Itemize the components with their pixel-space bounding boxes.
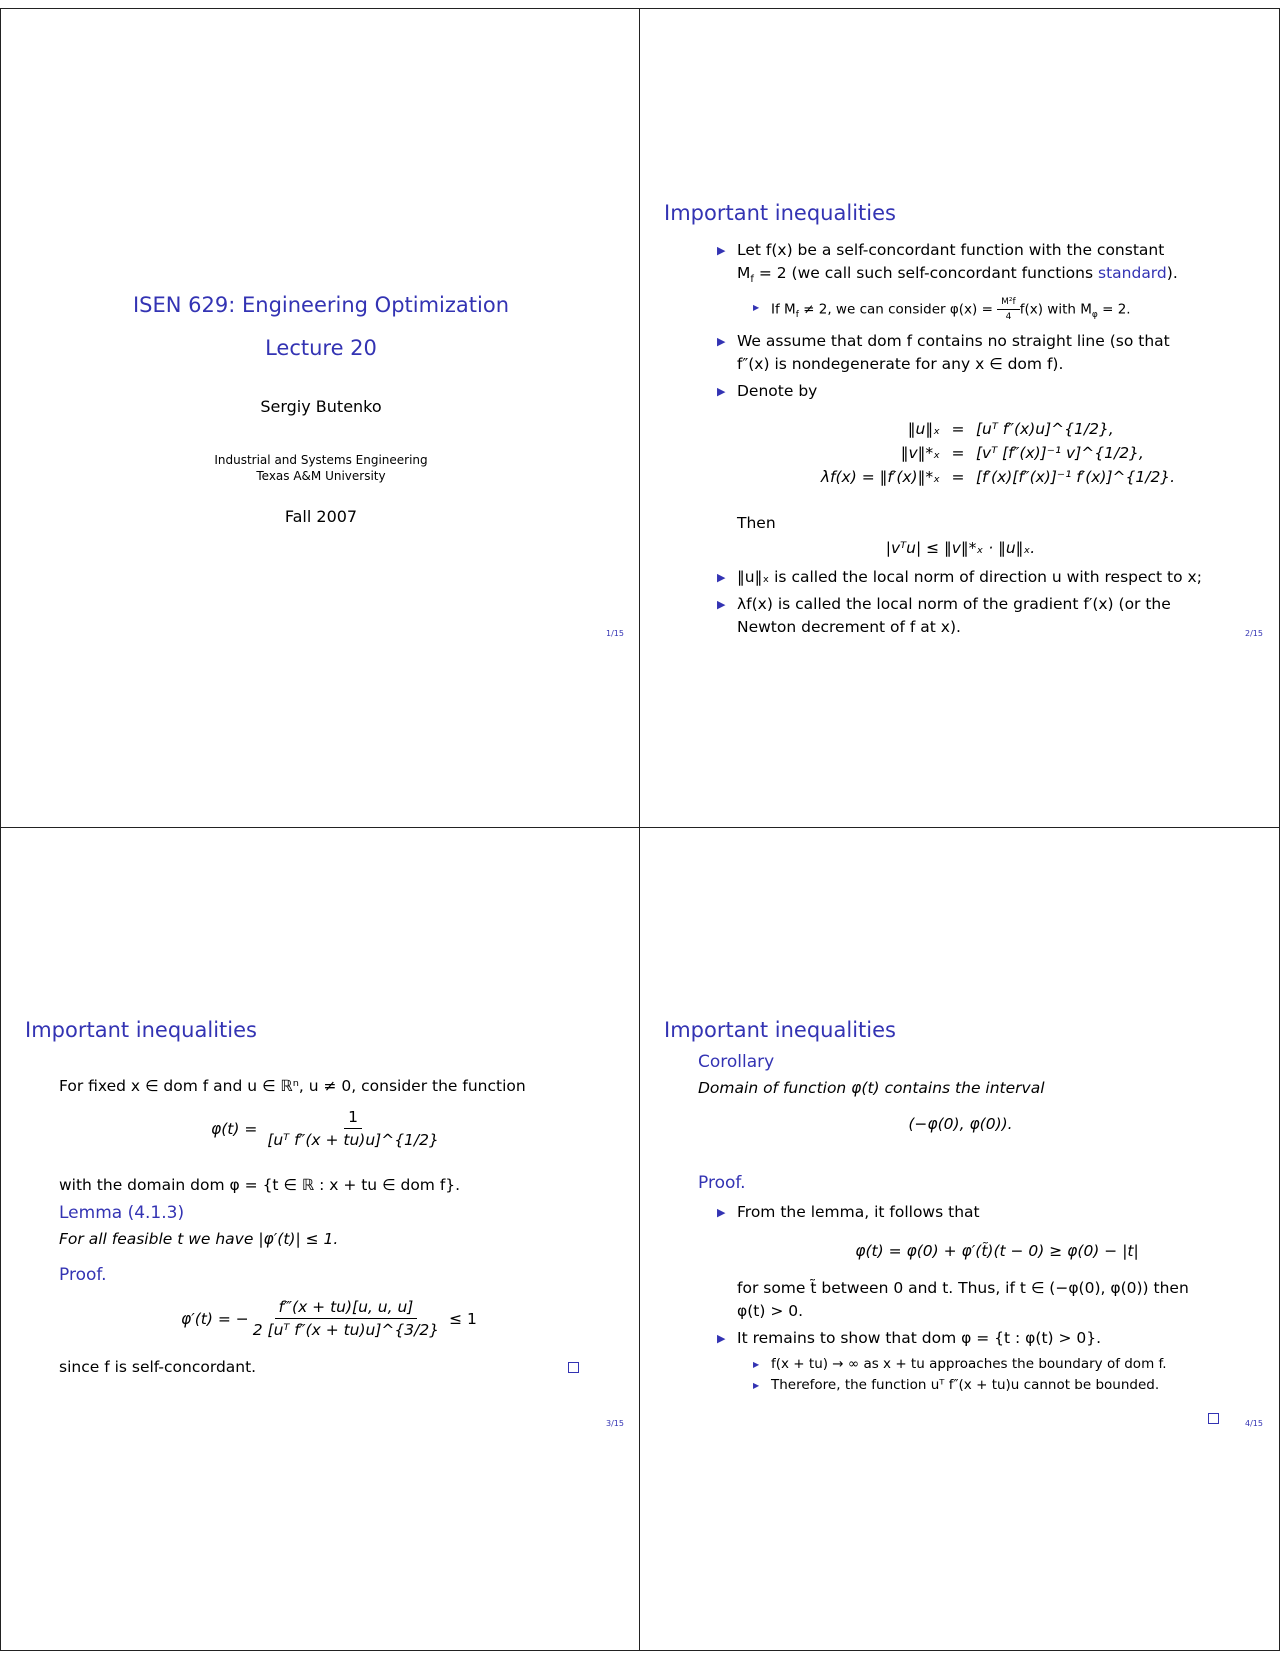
since-text: since f is self-concordant.	[59, 1358, 257, 1376]
interval: (−φ(0), φ(0)).	[908, 1115, 1013, 1133]
sub-bullet: ▶ Therefore, the function uᵀ f″(x + tu)u cannot be bounded.	[753, 1375, 1257, 1396]
bullet-item: ▶ We assume that dom f contains no straight line (so that f″(x) is nondegenerate for any x ∈ dom f).	[717, 330, 1257, 376]
slide-2	[639, 8, 1280, 828]
author: Sergiy Butenko	[260, 397, 382, 416]
slide-3	[0, 827, 640, 1651]
department: Industrial and Systems Engineering	[214, 453, 428, 467]
derivative-bound: φ′(t) = − $\frac{f‴(x + tu)[u, u, u]}{\text{2 [uᵀ f″(x + tu)u]\textasciicircum{}\{3/2\}}}$ ≤ 1	[181, 1298, 477, 1339]
lemma-text: For all feasible t we have |φ′(t)| ≤ 1.	[59, 1230, 339, 1248]
qed-icon	[568, 1362, 579, 1373]
bullet-item: ▶ ‖u‖ₓ is called the local norm of direction u with respect to x;	[717, 566, 1262, 589]
corollary-title: Corollary	[698, 1052, 775, 1072]
course-title: ISEN 629: Engineering Optimization	[132, 293, 510, 317]
frame-title: Important inequalities	[664, 201, 896, 225]
lemma-title: Lemma (4.1.3)	[59, 1203, 185, 1223]
phi-bound-equation: φ(t) = φ(0) + φ′(t̃)(t − 0) ≥ φ(0) − |t|	[855, 1242, 1139, 1260]
university: Texas A&M University	[256, 469, 386, 483]
bullet-list-2	[717, 566, 1262, 643]
frame-title: Important inequalities	[664, 1018, 896, 1042]
page-number: 2/15	[1245, 629, 1263, 638]
qed-icon	[1208, 1413, 1219, 1424]
term: Fall 2007	[284, 507, 358, 526]
sub-bullet: ▶ If $M_f \ne 2$, we can consider φ(x) = $\frac{\text{M²f}}{4}$ f(x) with $M_\varphi = 2$.	[753, 297, 1257, 326]
page-number: 4/15	[1245, 1419, 1263, 1428]
bullet-item: ▶ Denote by	[717, 380, 1257, 403]
proof-title: Proof.	[59, 1265, 107, 1285]
norm-definitions: ‖u‖ₓ = [uᵀ f″(x)u]^{1/2}, ‖v‖*ₓ = [vᵀ [f″(x)]⁻¹ v]^{1/2}, λf(x) = ‖f′(x)‖*ₓ = [f′(x)[f″(x)]⁻¹ f′(x)]^{1/2}.	[820, 420, 1176, 486]
bullet-item: ▶ λf(x) is called the local norm of the gradient f′(x) (or the Newton decrement of f at x).	[717, 593, 1262, 639]
proof-title: Proof.	[698, 1173, 746, 1193]
bullet-list	[717, 1201, 1257, 1400]
page-number: 1/15	[606, 629, 624, 638]
standard-term: standard	[1098, 264, 1167, 282]
bullet-text-line2: $M_f = 2$ (we call such self-concordant functions standard).	[737, 264, 1178, 286]
bullet-item: ▶ It remains to show that dom φ = {t : φ(t) > 0}. ▶ f(x + tu) → ∞ as x + tu approaches the boundary of dom f. ▶ Therefore, the function uᵀ f″(x + tu)u cannot be bounded.	[717, 1327, 1257, 1396]
slide-4	[639, 827, 1280, 1651]
frame-title: Important inequalities	[25, 1018, 257, 1042]
intro-text: For fixed x ∈ dom f and u ∈ ℝⁿ, u ≠ 0, consider the function	[59, 1077, 526, 1095]
page-number: 3/15	[606, 1419, 624, 1428]
bullet-list	[717, 239, 1257, 407]
domain-text: with the domain dom φ = {t ∈ ℝ : x + tu ∈ dom f}.	[59, 1176, 461, 1194]
lecture-title: Lecture 20	[265, 336, 377, 360]
slide-1	[0, 8, 640, 828]
bullet-item	[717, 239, 1257, 326]
sub-bullet: ▶ f(x + tu) → ∞ as x + tu approaches the boundary of dom f.	[753, 1354, 1257, 1375]
phi-definition: φ(t) = $\frac{1}{\text{[uᵀ f″(x + tu)u]\textasciicircum{}\{1/2\}}}$	[211, 1108, 439, 1149]
bullet-text: ▶ Let f(x) be a self-concordant function with the constant	[737, 241, 1165, 259]
corollary-text: Domain of function φ(t) contains the interval	[698, 1079, 1045, 1097]
bullet-item: ▶ From the lemma, it follows that φ(t) = φ(0) + φ′(t̃)(t − 0) ≥ φ(0) − |t| for some t̃ between 0 and t. Thus, if t ∈ (−φ(0), φ(0)) then φ(t) > 0.	[717, 1201, 1257, 1323]
cauchy-inequality: |vᵀu| ≤ ‖v‖*ₓ · ‖u‖ₓ.	[885, 539, 1036, 557]
then-label: Then	[737, 514, 776, 532]
